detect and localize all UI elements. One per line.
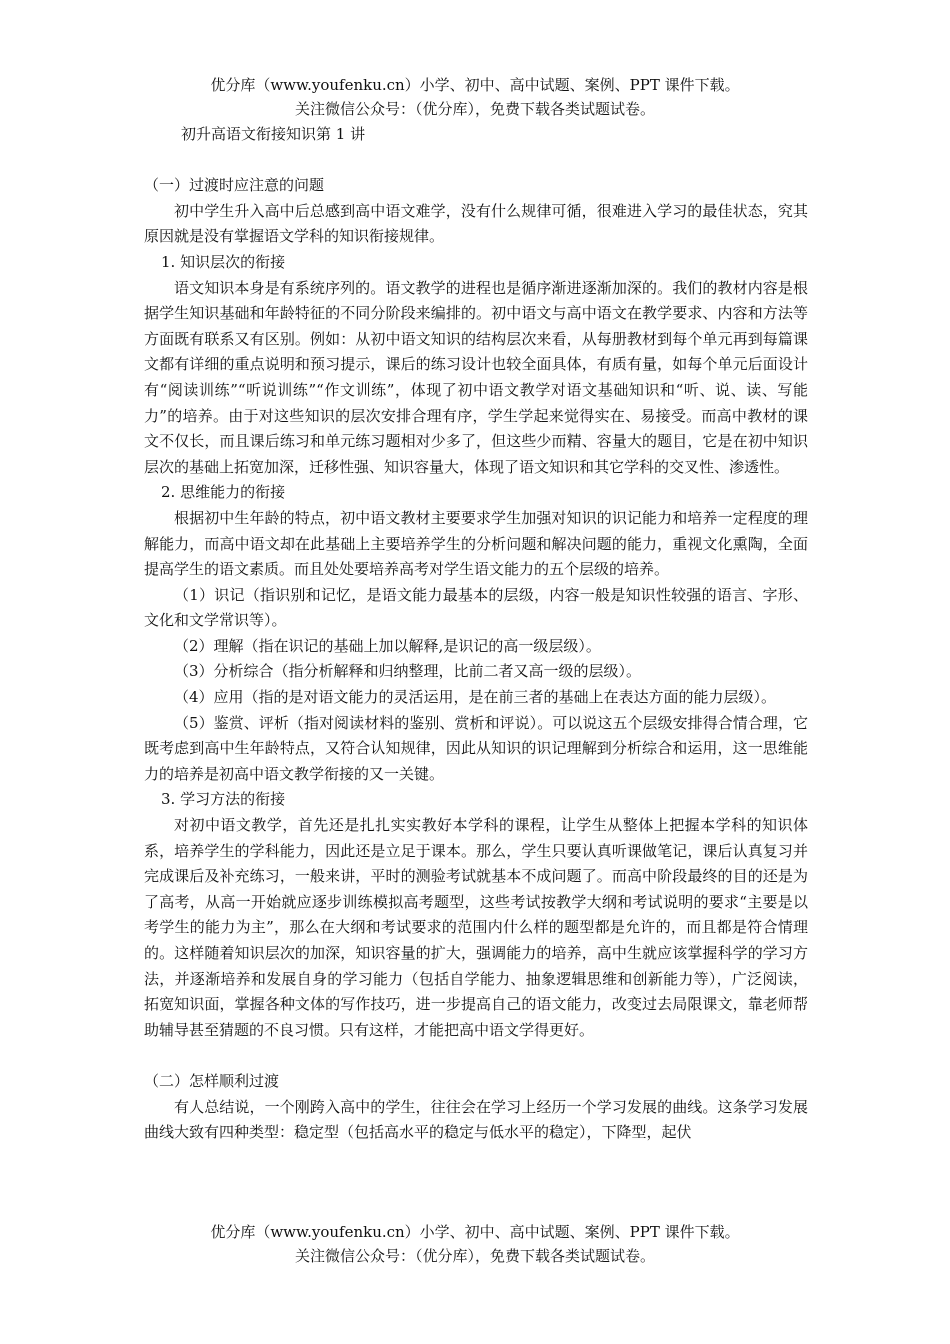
ability-level-4: （4）应用（指的是对语文能力的灵活运用，是在前三者的基础上在表达方面的能力层级）。 [174,688,777,707]
subsection-1-title: 1. 知识层次的衔接 [161,252,286,271]
ability-level-1: （1）识记（指识别和记忆，是语文能力最基本的层级，内容一般是知识性较强的语言、字形、文化和文学常识等）。 [144,585,808,630]
subsection-1-paragraph: 语文知识本身是有系统序列的。语文教学的进程也是循序渐进逐渐加深的。我们的教材内容是根据学生知识基础和年龄特征的不同分阶段来编排的。初中语文与高中语文在教学要求、内容和方法等方面既有联系又有区别。例如：从初中语文知识的结构层次来看，从每册教材到每个单元再到每篇课文都有详细的重点说明和预习提示，课后的练习设计也较全面具体，有质有量，如每个单元后面设计有“阅读训练”“听说训练”“作文训练”，体现了初中语文教学对语文基础知识和“听、说、读、写能力”的培养。由于对这些知识的层次安排合理有序，学生学起来觉得实在、易接受。而高中教材的课文不仅长，而且课后练习和单元练习题相对少多了，但这些少而精、容量大的题目，它是在初中知识层次的基础上拓宽加深，迁移性强、知识容量大，体现了语文知识和其它学科的交叉性、渗透性。 [144,278,808,476]
blank-line [144,1043,808,1069]
section-2-paragraph: 有人总结说，一个刚跨入高中的学生，往往会在学习上经历一个学习发展的曲线。这条学习发展曲线大致有四种类型：稳定型（包括高水平的稳定与低水平的稳定），下降型，起伏 [144,1097,808,1142]
section-2-title: （二）怎样顺利过渡 [144,1071,280,1090]
lecture-title: 初升高语文衔接知识第 1 讲 [181,125,366,143]
footer-line-2: 关注微信公众号：（优分库），免费下载各类试题试卷。 [294,1247,655,1265]
ability-level-2: （2）理解（指在识记的基础上加以解释,是识记的高一级层级）。 [174,636,601,655]
document-body [144,122,808,1146]
subsection-3-paragraph: 对初中语文教学，首先还是扎扎实实教好本学科的课程，让学生从整体上把握本学科的知识体系，培养学生的学科能力，因此还是立足于课本。那么，学生只要认真听课做笔记，课后认真复习并完成课后及补充练习，一般来讲，平时的测验考试就基本不成问题了。而高中阶段最终的目的还是为了高考，从高一开始就应逐步训练模拟高考题型，这些考试按教学大纲和考试说明的要求“主要是以考学生的能力为主”，那么在大纲和考试要求的范围内什么样的题型都是允许的，而且都是符合情理的。这样随着知识层次的加深，知识容量的扩大，强调能力的培养，高中生就应该掌握科学的学习方法，并逐渐培养和发展自身的学习能力（包括自学能力、抽象逻辑思维和创新能力等），广泛阅读，拓宽知识面，掌握各种文体的写作技巧，进一步提高自己的语文能力，改变过去局限课文，靠老师帮助辅导甚至猜题的不良习惯。只有这样，才能把高中语文学得更好。 [144,816,808,1039]
subsection-2-paragraph: 根据初中生年龄的特点，初中语文教材主要要求学生加强对知识的识记能力和培养一定程度的理解能力，而高中语文却在此基础上主要培养学生的分析问题和解决问题的能力，重视文化熏陶，全面提高学生的语文素质。而且处处要培养高考对学生语文能力的五个层级的培养。 [144,508,808,579]
section-1-intro: 初中学生升入高中后总感到高中语文难学，没有什么规律可循，很难进入学习的最佳状态，究其原因就是没有掌握语文学科的知识衔接规律。 [144,201,808,246]
footer-line-1: 优分库（www.youfenku.cn）小学、初中、高中试题、案例、PPT 课件下载。 [210,1223,740,1241]
header-line-2: 关注微信公众号：（优分库），免费下载各类试题试卷。 [294,100,655,118]
header-line-1: 优分库（www.youfenku.cn）小学、初中、高中试题、案例、PPT 课件下载。 [210,76,740,94]
subsection-3-title: 3. 学习方法的衔接 [161,790,286,809]
blank-line [144,148,808,174]
ability-level-5: （5）鉴赏、评析（指对阅读材料的鉴别、赏析和评说）。可以说这五个层级安排得合情合理，它既考虑到高中生年龄特点，又符合认知规律，因此从知识的识记理解到分析综合和运用，这一思维能力的培养是初高中语文教学衔接的又一关键。 [144,713,808,783]
section-1-title: （一）过渡时应注意的问题 [144,176,325,195]
subsection-2-title: 2. 思维能力的衔接 [161,483,286,502]
ability-level-3: （3）分析综合（指分析解释和归纳整理，比前二者又高一级的层级）。 [174,662,642,681]
